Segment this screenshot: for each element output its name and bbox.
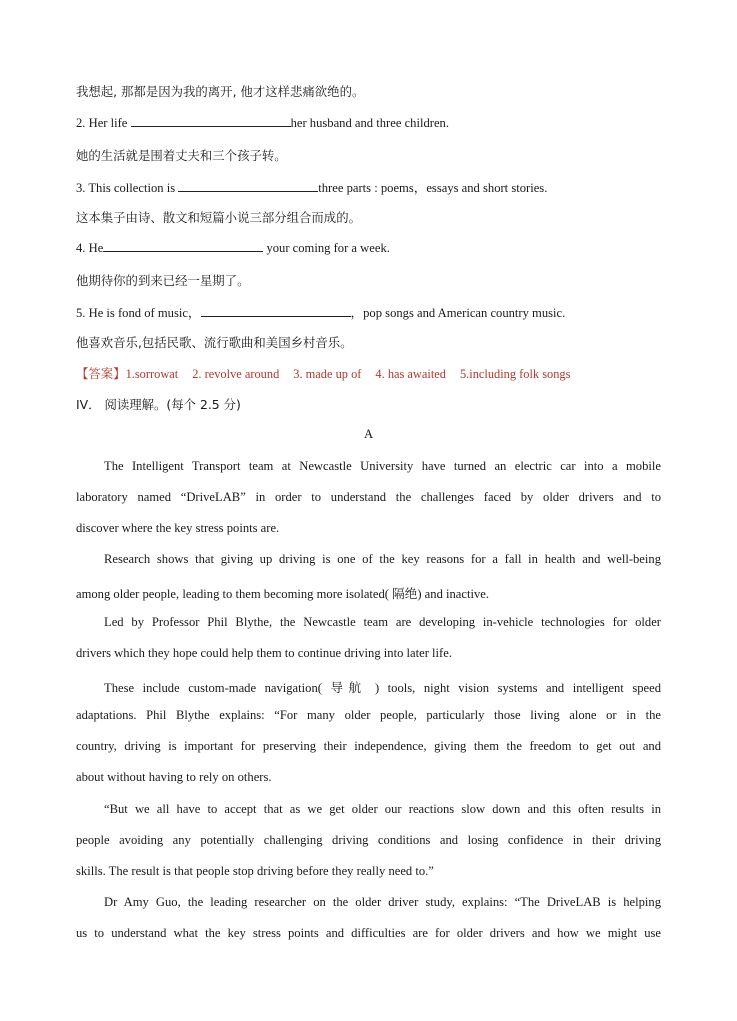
question-3: [76, 177, 547, 196]
question-3-translation: 这本集子由诗、散文和短篇小说三部分组合而成的。: [76, 210, 361, 225]
answer-item: 3. made up of: [293, 367, 362, 381]
paragraph-1-line: The Intelligent Transport team at Newcastle University have turned an electric car into a mobile: [104, 459, 661, 473]
paragraph-5-line: people avoiding any potentially challenging driving conditions and losing confidence in their driving: [76, 833, 661, 847]
section-heading: IV． 阅读理解。(每个 2.5 分): [76, 397, 241, 412]
paragraph-2-line: among older people, leading to them becoming more isolated( 隔绝) and inactive.: [76, 587, 490, 601]
question-2-prefix: 2. Her life: [76, 116, 128, 130]
answer-item: 5.including folk songs: [459, 367, 571, 381]
paragraph-2-line: Research shows that giving up driving is one of the key reasons for a fall in health and well-being: [104, 552, 661, 566]
question-5-blank[interactable]: [201, 305, 351, 317]
question-3-suffix: three parts : poems，essays and short stories.: [318, 181, 548, 195]
question-2-translation: 她的生活就是围着丈夫和三个孩子转。: [76, 148, 287, 163]
paragraph-4-line: about without having to rely on others.: [76, 770, 272, 784]
paragraph-4-line: adaptations. Phil Blythe explains: “For many older people, particularly those living alone or in the: [76, 708, 661, 722]
paragraph-6-line: Dr Amy Guo, the leading researcher on the older driver study, explains: “The DriveLAB is helping: [104, 895, 661, 909]
paragraph-3-line: Led by Professor Phil Blythe, the Newcastle team are developing in-vehicle technologies for older: [104, 615, 661, 629]
question-4-suffix: your coming for a week.: [266, 241, 390, 255]
answer-key: [76, 364, 584, 382]
question-3-prefix: 3. This collection is: [76, 181, 176, 195]
question-5-suffix: ，pop songs and American country music.: [350, 306, 566, 320]
question-4: [76, 240, 390, 256]
answer-item: 4. has awaited: [375, 367, 446, 381]
question-5-translation: 他喜欢音乐,包括民歌、流行歌曲和美国乡村音乐。: [76, 335, 353, 350]
paragraph-4-line: These include custom-made navigation( 导航 ) tools, night vision systems and intelligent speed: [104, 681, 661, 695]
paragraph-1-line: laboratory named “DriveLAB” in order to understand the challenges faced by older drivers and to: [76, 490, 661, 504]
paragraph-3-line: drivers which they hope could help them to continue driving into later life.: [76, 646, 452, 660]
question-4-blank[interactable]: [103, 240, 263, 252]
paragraph-5-line: “But we all have to accept that as we get older our reactions slow down and this often results in: [104, 802, 661, 816]
answer-item: 1.sorrowat: [125, 367, 179, 381]
question-3-blank[interactable]: [178, 180, 318, 192]
question-2-blank[interactable]: [131, 115, 291, 127]
answer-label: 【答案】: [76, 366, 126, 381]
paragraph-5-line: skills. The result is that people stop driving before they really need to.”: [76, 864, 434, 878]
paragraph-1-line: discover where the key stress points are.: [76, 521, 280, 535]
paragraph-4-line: country, driving is important for preserving their independence, giving them the freedom to get out and: [76, 739, 661, 753]
question-4-translation: 他期待你的到来已经一星期了。: [76, 273, 250, 288]
sentence-1-translation: 我想起, 那都是因为我的离开, 他才这样悲痛欲绝的。: [76, 84, 365, 99]
question-5-prefix: 5. He is fond of music，: [76, 306, 201, 320]
paragraph-6-line: us to understand what the key stress points and difficulties are for older drivers and how we might use: [76, 926, 661, 940]
question-4-prefix: 4. He: [76, 241, 104, 255]
answer-item: 2. revolve around: [192, 367, 280, 381]
passage-letter: A: [363, 427, 374, 441]
question-5: [76, 302, 565, 321]
question-2: [76, 115, 449, 131]
question-2-suffix: her husband and three children.: [290, 116, 449, 130]
